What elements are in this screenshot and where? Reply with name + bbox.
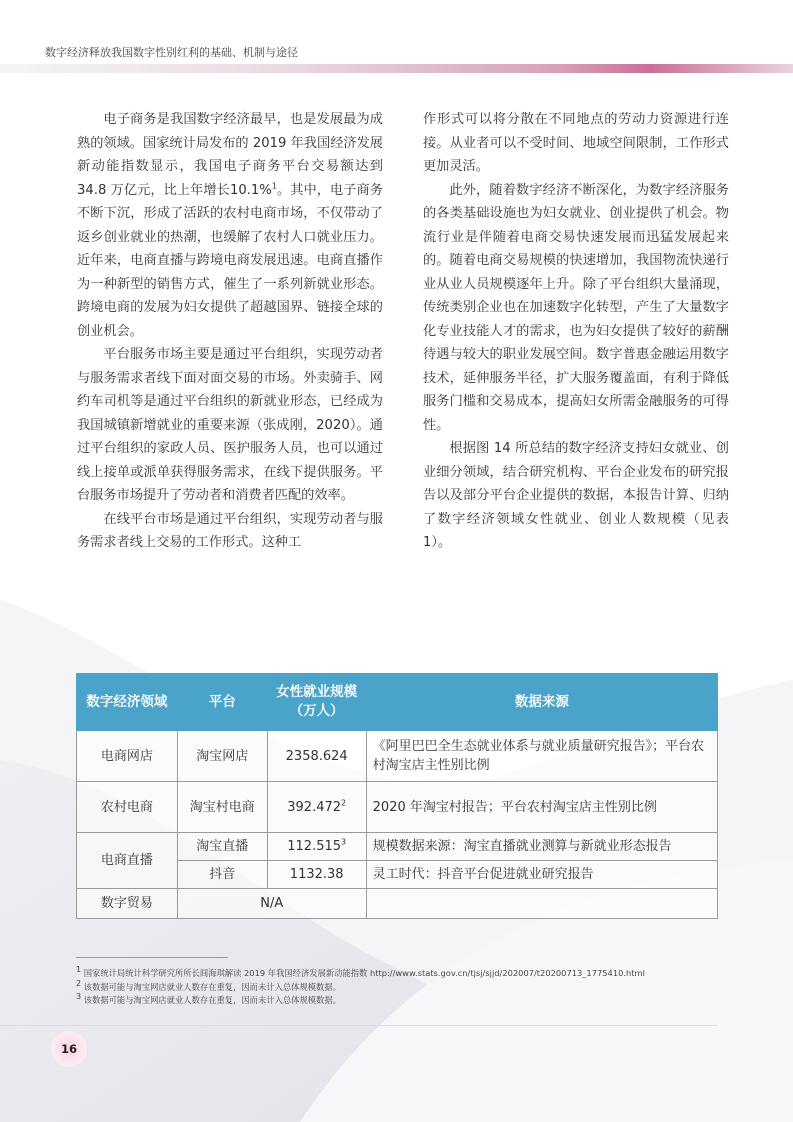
table-row: [77, 889, 718, 919]
footnote-ref-3: 3: [341, 837, 347, 847]
table-header-row: [77, 674, 718, 731]
cell-scale: 112.515$^3$: [267, 833, 366, 861]
header-platform: 平台: [177, 674, 267, 731]
footnote-ref-2: 2: [341, 798, 347, 808]
footnote-divider: [76, 957, 228, 958]
footnote-item: $^3$ 该数据可能与淘宝网店就业人数存在重复，因而未计入总体规模数据。: [76, 992, 341, 1006]
paragraph-online-platform-cont: 作形式可以将分散在不同地点的劳动力资源进行连接。从业者可以不受时间、地域空间限制，工作形式更加灵活。: [423, 112, 729, 174]
female-employment-table: [76, 673, 718, 919]
paragraph-platform-services: 平台服务市场主要是通过平台组织，实现劳动者与服务需求者线下面对面交易的市场。外卖骑手、网约车司机等是通过平台组织的新就业形态，已经成为我国城镇新增就业的重要来源（张成刚，2020）。通过平台组织的家政人员、医护服务人员，也可以通过线上接单或派单获得服务需求，在线下提供服务。平台服务市场提升了劳动者和消费者匹配的效率。: [77, 347, 383, 503]
cell-scale: N/A: [177, 889, 366, 919]
header-field: 数字经济领域: [77, 674, 178, 731]
right-text-column: [423, 108, 729, 555]
cell-source: 灵工时代：抖音平台促进就业研究报告: [366, 861, 717, 889]
footnote-item: $^2$ 该数据可能与淘宝网店就业人数存在重复，因而未计入总体规模数据。: [76, 978, 341, 992]
cell-source: [366, 889, 717, 919]
paragraph-table-intro: 根据图 14 所总结的数字经济支持妇女就业、创业细分领域，结合研究机构、平台企业发布的研究报告以及部分平台企业提供的数据，本报告计算、归纳了数字经济领域女性就业、创业人数规模（见表 1）。: [423, 441, 729, 550]
page-number: 16: [60, 1042, 77, 1056]
header-scale: 女性就业规模 （万人）: [267, 674, 366, 731]
header-source: 数据来源: [366, 674, 717, 731]
footnotes: [76, 967, 756, 1008]
paragraph-online-platform: 在线平台市场是通过平台组织，实现劳动者与服务需求者线上交易的工作形式。这种工: [77, 511, 383, 550]
footnote-item: $^1$ 国家统计局统计科学研究所所长闾海琪解读 2019 年我国经济发展新动能指数 http://www.stats.gov.cn/tjsj/sjjd/202007/t20200713_1775410.html: [76, 965, 645, 978]
cell-source: 2020 年淘宝村报告；平台农村淘宝店主性别比例: [366, 782, 717, 833]
paragraph-ecommerce: 电子商务是我国数字经济最早，也是发展最为成熟的领域。国家统计局发布的 2019 年我国经济发展新动能指数显示，我国电子商务平台交易额达到 34.8 万亿元，比上年增长10.1%$^1$。其中，电子商务不断下沉，形成了活跃的农村电商市场，不仅带动了返乡创业就业的热潮，也缓解了农村人口就业压力。近年来，电商直播与跨境电商发展迅速。电商直播作为一种新型的销售方式，催生了一系列新就业形态。跨境电商的发展为妇女提供了超越国界、链接全球的创业机会。: [77, 112, 383, 339]
table-row: [77, 731, 718, 782]
cell-platform: 淘宝直播: [177, 833, 267, 861]
cell-platform: 抖音: [177, 861, 267, 889]
cell-source: 《阿里巴巴全生态就业体系与就业质量研究报告》；平台农村淘宝店主性别比例: [366, 731, 717, 782]
cell-scale: 2358.624: [267, 731, 366, 782]
cell-platform: 淘宝网店: [177, 731, 267, 782]
cell-platform: 淘宝村电商: [177, 782, 267, 833]
cell-field: 电商网店: [77, 731, 178, 782]
cell-field: 电商直播: [77, 833, 178, 889]
cell-field: 数字贸易: [77, 889, 178, 919]
running-header-title: 数字经济释放我国数字性别红利的基础、机制与途径: [45, 46, 298, 59]
footnote-ref-1: 1: [271, 181, 277, 191]
cell-source: 规模数据来源：淘宝直播就业测算与新就业形态报告: [366, 833, 717, 861]
table-row: [77, 782, 718, 833]
left-text-column: [77, 108, 383, 555]
paragraph-infrastructure: 此外，随着数字经济不断深化，为数字经济服务的各类基础设施也为妇女就业、创业提供了机会。物流行业是伴随着电商交易快速发展而迅猛发展起来的。随着电商交易规模的快速增加，我国物流快递行业从业人员规模逐年上升。除了平台组织大量涌现，传统类别企业也在加速数字化转型，产生了大量数字化专业技能人才的需求，也为妇女提供了较好的薪酬待遇与较大的职业发展空间。数字普惠金融运用数字技术，延伸服务半径，扩大服务覆盖面，有利于降低服务门槛和交易成本，提高妇女所需金融服务的可得性。: [423, 182, 729, 433]
cell-scale: 1132.38: [267, 861, 366, 889]
bottom-divider: [0, 1025, 717, 1026]
cell-scale: 392.472$^2$: [267, 782, 366, 833]
header-gradient-bar: [0, 64, 793, 73]
table-row: [77, 833, 718, 861]
cell-field: 农村电商: [77, 782, 178, 833]
